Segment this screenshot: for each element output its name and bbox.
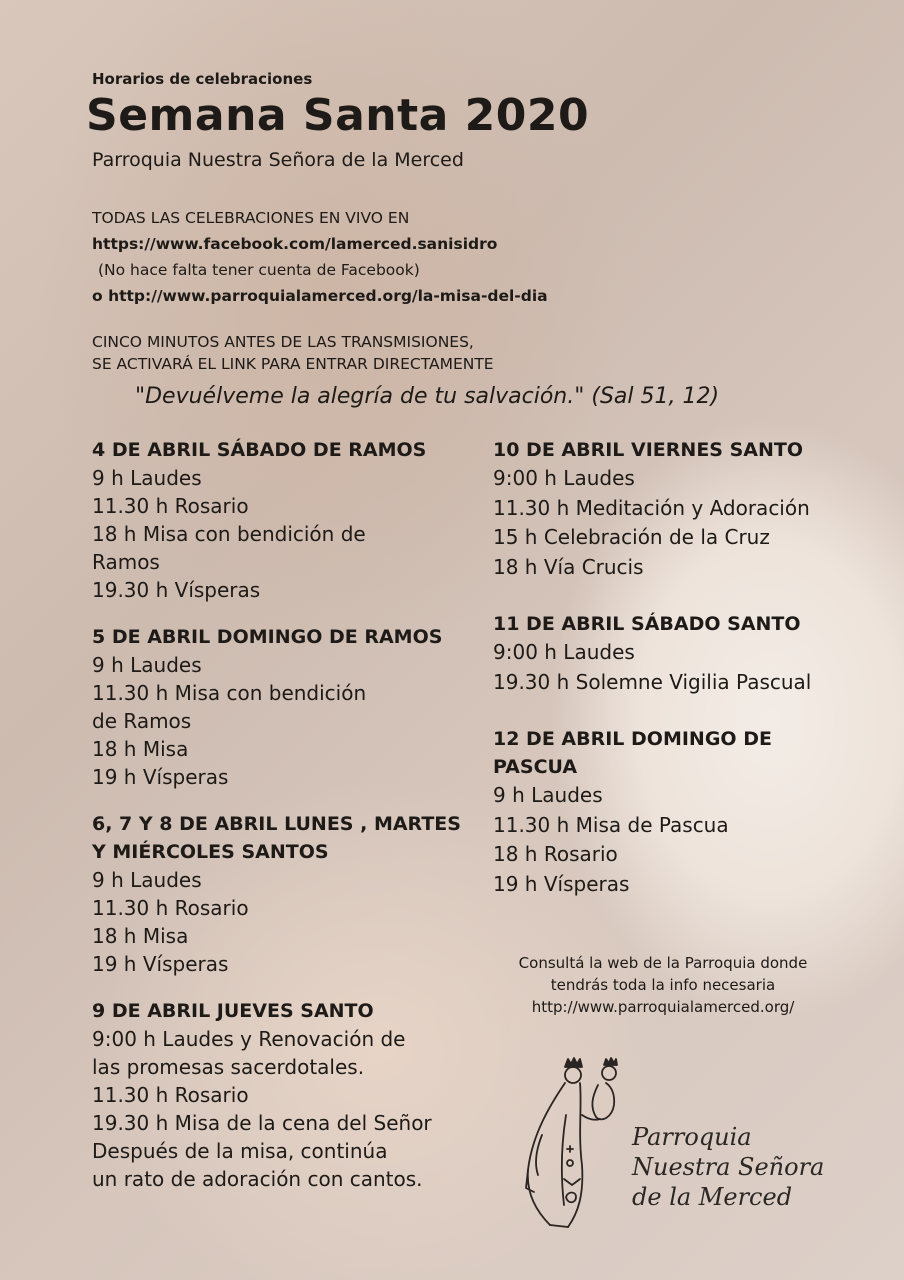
day-heading: 9 DE ABRIL JUEVES SANTO xyxy=(92,1000,374,1022)
schedule-item: 9:00 h Laudes xyxy=(493,640,635,664)
schedule-item: 19.30 h Misa de la cena del Señor xyxy=(92,1111,432,1135)
schedule-item: 19 h Vísperas xyxy=(92,952,229,976)
schedule-item: 11.30 h Rosario xyxy=(92,896,249,920)
schedule-item: 11.30 h Misa con bendición xyxy=(92,681,367,705)
day-heading: 11 DE ABRIL SÁBADO SANTO xyxy=(493,613,801,635)
parish-website-link[interactable]: http://www.parroquialamerced.org/ xyxy=(531,998,795,1016)
schedule-item: 19.30 h Solemne Vigilia Pascual xyxy=(493,669,812,694)
schedule-day xyxy=(92,436,472,604)
schedule-day xyxy=(493,436,873,582)
schedule-item: 18 h Misa xyxy=(92,924,189,948)
kicker: Horarios de celebraciones xyxy=(92,70,313,88)
logo-line: Parroquia xyxy=(632,1123,752,1151)
consult-line: Consultá la web de la Parroquia donde xyxy=(518,954,808,972)
consult-line: tendrás toda la info necesaria xyxy=(550,976,776,994)
schedule-item: 19 h Vísperas xyxy=(493,871,630,896)
day-heading: Y MIÉRCOLES SANTOS xyxy=(92,841,329,863)
notice-line: SE ACTIVARÁ EL LINK PARA ENTRAR DIRECTAMENTE xyxy=(92,355,494,373)
day-heading: 5 DE ABRIL DOMINGO DE RAMOS xyxy=(92,626,443,648)
live-intro: TODAS LAS CELEBRACIONES EN VIVO EN xyxy=(92,209,410,227)
schedule-day xyxy=(493,610,873,697)
schedule-item: 9 h Laudes xyxy=(92,868,202,892)
schedule-item: 9:00 h Laudes xyxy=(493,466,635,490)
alt-link-line xyxy=(92,283,548,309)
subtitle: Parroquia Nuestra Señora de la Merced xyxy=(92,149,464,171)
schedule-item: de Ramos xyxy=(92,709,192,733)
live-info xyxy=(92,205,548,309)
facebook-note: (No hace falta tener cuenta de Facebook) xyxy=(98,261,420,279)
day-heading: 4 DE ABRIL SÁBADO DE RAMOS xyxy=(92,439,427,461)
schedule-item: 11.30 h Meditación y Adoración xyxy=(493,495,810,520)
consult-note xyxy=(493,952,833,1018)
schedule-item: 11.30 h Rosario xyxy=(92,494,249,518)
schedule-item: 9:00 h Laudes y Renovación de xyxy=(92,1027,406,1051)
schedule-left-column xyxy=(92,436,472,1212)
day-heading: 6, 7 Y 8 DE ABRIL LUNES , MARTES xyxy=(92,813,461,835)
schedule-item: 9 h Laudes xyxy=(493,783,603,807)
alt-prefix: o xyxy=(92,287,103,305)
schedule-item: 11.30 h Misa de Pascua xyxy=(493,812,729,837)
schedule-item: 18 h Rosario xyxy=(493,842,618,866)
facebook-link[interactable]: https://www.facebook.com/lamerced.sanisidro xyxy=(92,235,498,253)
schedule-item: 18 h Misa con bendición de xyxy=(92,522,366,546)
schedule-item: 9 h Laudes xyxy=(92,653,202,677)
schedule-item: 18 h Misa xyxy=(92,737,189,761)
schedule-right-column xyxy=(493,436,873,927)
schedule-day xyxy=(493,725,873,899)
notice-line: CINCO MINUTOS ANTES DE LAS TRANSMISIONES, xyxy=(92,333,474,351)
notice xyxy=(92,331,494,375)
schedule-item: 9 h Laudes xyxy=(92,466,202,490)
schedule-item: 19.30 h Vísperas xyxy=(92,578,261,602)
page-title: Semana Santa 2020 xyxy=(86,90,590,141)
parish-logo-text xyxy=(632,1122,824,1212)
schedule-item: las promesas sacerdotales. xyxy=(92,1055,365,1079)
virgin-and-child-icon xyxy=(520,1045,625,1234)
day-heading: 10 DE ABRIL VIERNES SANTO xyxy=(493,439,803,461)
day-heading: 12 DE ABRIL DOMINGO DE xyxy=(493,728,772,750)
parish-mass-link[interactable]: http://www.parroquialamerced.org/la-misa-del-dia xyxy=(108,287,548,305)
schedule-item: 19 h Vísperas xyxy=(92,765,229,789)
schedule-day xyxy=(92,810,472,978)
schedule-item: 11.30 h Rosario xyxy=(92,1083,249,1107)
quote: "Devuélveme la alegría de tu salvación." (Sal 51, 12) xyxy=(135,384,720,409)
schedule-day xyxy=(92,623,472,791)
schedule-item: Después de la misa, continúa xyxy=(92,1139,388,1163)
logo-line: Nuestra Señora xyxy=(632,1153,825,1181)
day-heading: PASCUA xyxy=(493,756,578,778)
schedule-item: un rato de adoración con cantos. xyxy=(92,1167,423,1191)
schedule-item: Ramos xyxy=(92,550,160,574)
schedule-item: 15 h Celebración de la Cruz xyxy=(493,525,770,549)
schedule-day xyxy=(92,997,472,1193)
logo-line: de la Merced xyxy=(632,1183,793,1211)
schedule-item: 18 h Vía Crucis xyxy=(493,554,644,579)
